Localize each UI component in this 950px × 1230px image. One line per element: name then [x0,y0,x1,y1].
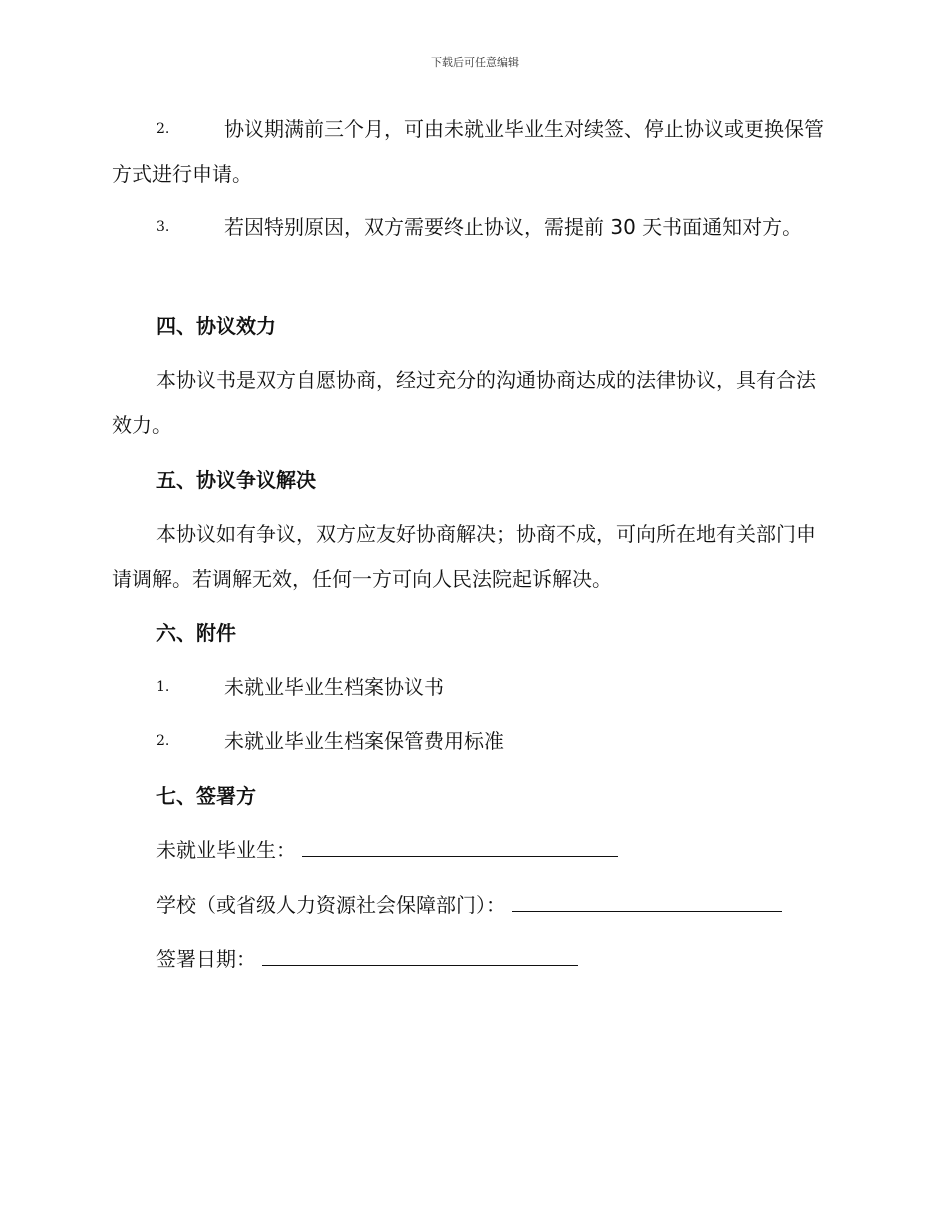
item-text: 协议期满前三个月，可由未就业毕业生对续签、停止协议或更换保管方式进行申请。 [112,117,824,186]
school-signature-blank[interactable] [512,885,782,912]
section-heading-signatories: 七、签署方 [156,784,256,808]
page-header-note: 下载后可任意编辑 [431,56,519,69]
section-paragraph-effect: 本协议书是双方自愿协商，经过充分的沟通协商达成的法律协议，具有合法效力。 [112,368,816,437]
attachment-item [112,665,832,710]
item-number: 2. [156,733,170,749]
list-item [112,205,832,250]
signature-line-date [156,937,578,982]
date-label: 签署日期： [156,947,256,971]
item-text: 若因特别原因，双方需要终止协议，需提前 30 天书面通知对方。 [224,215,803,239]
section-paragraph-dispute: 本协议如有争议，双方应友好协商解决；协商不成，可向所在地有关部门申请调解。若调解无效，任何一方可向人民法院起诉解决。 [112,522,816,591]
date-blank[interactable] [262,939,578,966]
graduate-label: 未就业毕业生： [156,838,296,862]
school-label: 学校（或省级人力资源社会保障部门）： [156,893,506,917]
signature-line-graduate [156,828,618,873]
item-text: 未就业毕业生档案保管费用标准 [224,729,504,753]
item-number: 2. [156,121,170,137]
item-number: 3. [156,219,170,235]
attachment-item [112,719,832,764]
section-heading-effect: 四、协议效力 [156,314,276,338]
list-item [112,107,832,197]
item-number: 1. [156,679,170,695]
section-heading-attachments: 六、附件 [156,621,236,645]
item-text: 未就业毕业生档案协议书 [224,675,444,699]
graduate-signature-blank[interactable] [302,830,618,857]
section-heading-dispute: 五、协议争议解决 [156,468,316,492]
signature-line-school [156,883,782,928]
